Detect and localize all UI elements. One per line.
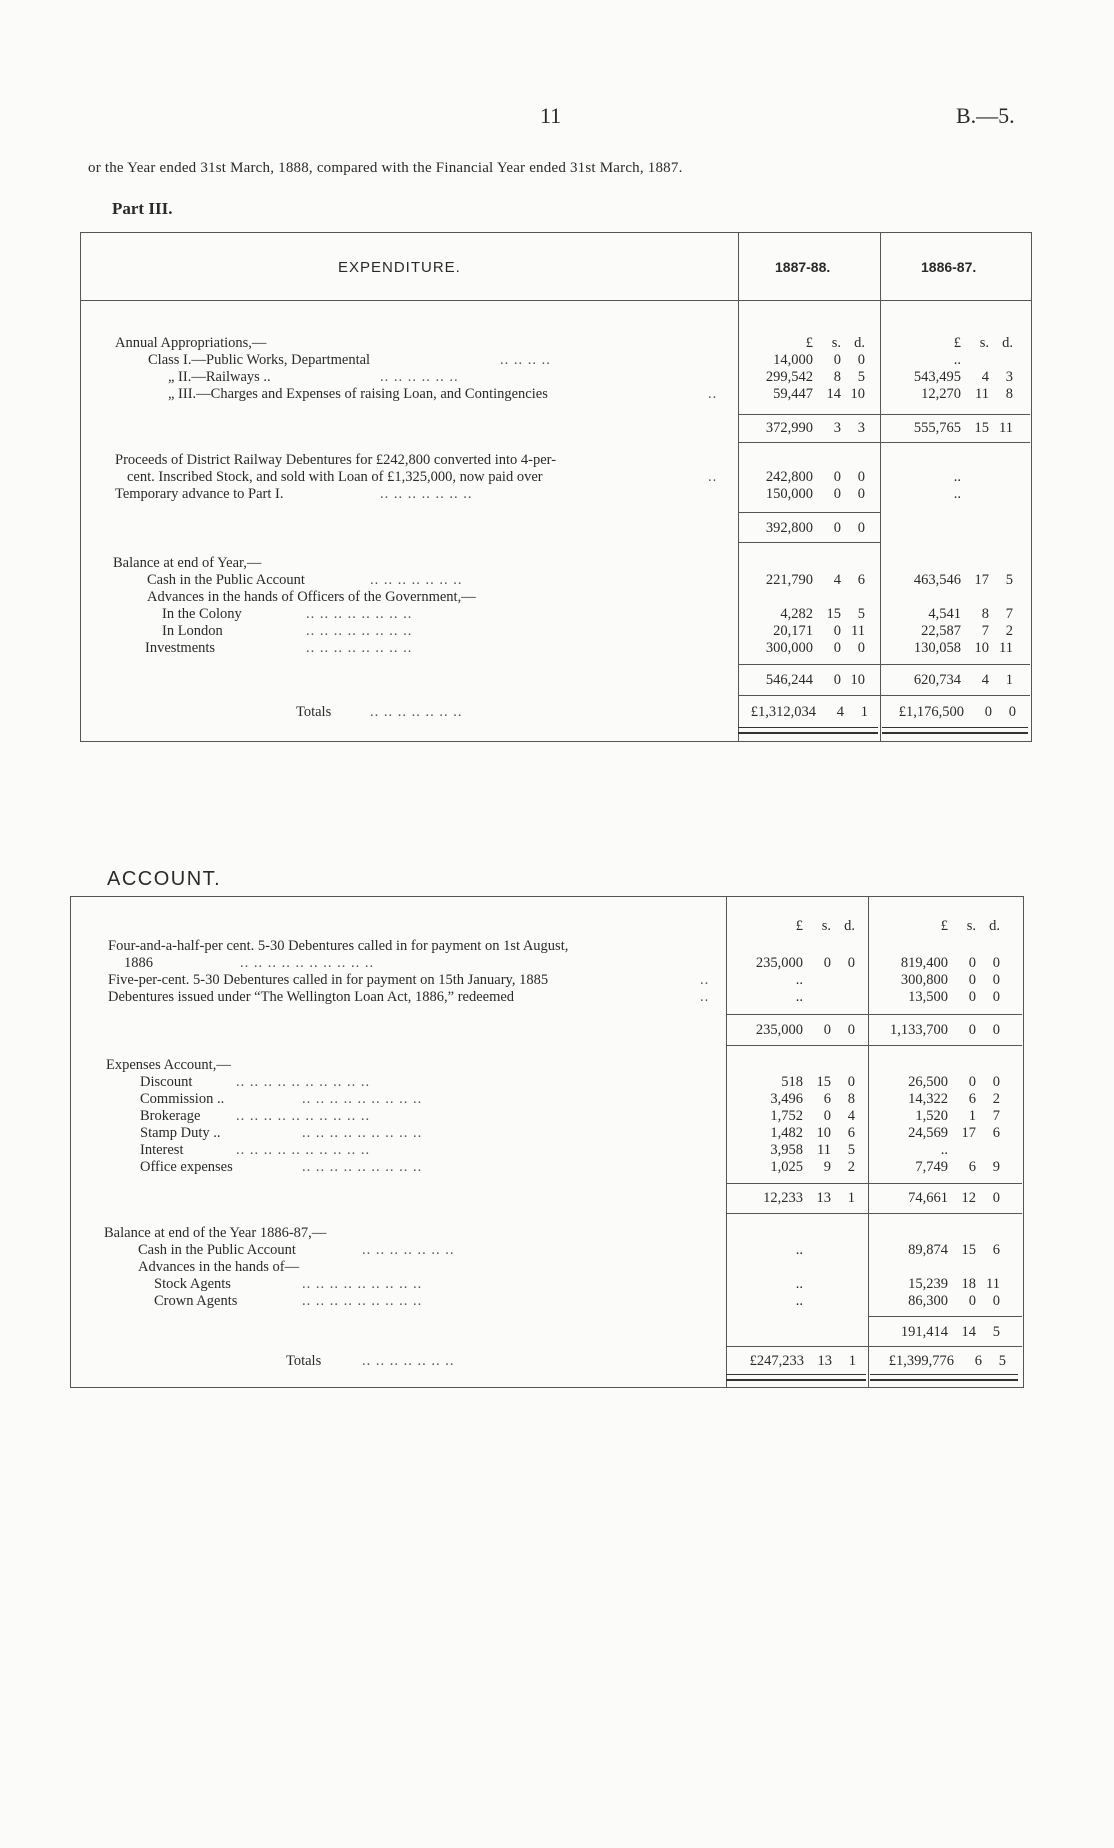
document-reference: B.—5.: [956, 103, 1015, 128]
table-row: Advances in the hands of Officers of the Government,—: [147, 589, 476, 605]
table-row: Discount .. .. .. .. .. .. .. .. .. .. 518 15 0 26,500 0 0: [140, 1074, 1000, 1090]
subtotal-row: 191,414 14 5: [900, 1324, 1000, 1340]
table-row: Stock Agents .. .. .. .. .. .. .. .. .. .. 15,239 18 11: [154, 1276, 1000, 1292]
subtotal-rule: [726, 1346, 1022, 1347]
table-row: Expenses Account,—: [106, 1057, 231, 1073]
double-rule: [738, 727, 878, 734]
table-row: Cash in the Public Account .. .. .. .. .. .. .. 221,790 4 6 463,546 17 5: [147, 572, 1013, 588]
column-header-1886-87: 1886-87.: [921, 259, 977, 275]
account-title: ACCOUNT.: [107, 868, 222, 890]
subtotal-rule: [738, 664, 1030, 665]
table-row: Commission .. .. .. .. .. .. .. .. .. .. 3,496 6 8 14,322 6 2: [140, 1091, 1000, 1107]
table-row: Cash in the Public Account .. .. .. .. .. .. .. .. 89,874 15 6: [138, 1242, 1000, 1258]
table-row: Balance at end of Year,—: [113, 555, 262, 571]
double-rule: [870, 1374, 1018, 1381]
subtotal-rule: [738, 414, 1030, 415]
table-row: Proceeds of District Railway Debentures for £242,800 converted into 4-per-: [115, 452, 557, 468]
subtotal-rule: [868, 1316, 1022, 1317]
subtotal-rule: [726, 1014, 1022, 1015]
table-row: Four-and-a-half-per cent. 5-30 Debentures called in for payment on 1st August,: [108, 938, 569, 954]
subtotal-row: 235,000 0 0 1,133,700 0 0: [755, 1022, 1000, 1038]
part-heading: Part III.: [112, 199, 173, 218]
column-header-1887-88: 1887-88.: [775, 259, 831, 275]
expenditure-header: EXPENDITURE.: [338, 259, 461, 276]
double-rule: [726, 1374, 866, 1381]
units-row: £ s. d. £ s. d.: [795, 918, 1000, 934]
table-row: Office expenses .. .. .. .. .. .. .. .. .. 1,025 9 2 7,749 6 9: [140, 1159, 1000, 1175]
subtotal-row: 372,990 3 3 555,765 15 11: [765, 420, 1013, 436]
page-subtitle: or the Year ended 31st March, 1888, compared with the Financial Year ended 31st March, 1887.: [88, 160, 683, 176]
totals-row: Totals .. .. .. .. .. .. .. £247,233 13 1 £1,399,776 6 5: [286, 1353, 1006, 1369]
table-row: Brokerage .. .. .. .. .. .. .. .. .. .. 1,752 0 4 1,520 1 7: [140, 1108, 1000, 1124]
subtotal-rule: [726, 1045, 1022, 1046]
table-row: Crown Agents .. .. .. .. .. .. .. .. .. .. 86,300 0 0: [154, 1293, 1000, 1309]
subtotal-row: 392,800 0 0: [765, 520, 865, 536]
table-row: Debentures issued under “The Wellington Loan Act, 1886,” redeemed .. .. 13,500 0 0: [108, 989, 1000, 1005]
table-row: Advances in the hands of—: [138, 1259, 300, 1275]
subtotal-rule: [738, 442, 1030, 443]
table-row: Stamp Duty .. .. .. .. .. .. .. .. .. .. 1,482 10 6 24,569 17 6: [140, 1125, 1000, 1141]
double-rule: [882, 727, 1028, 734]
subtotal-rule: [738, 695, 1030, 696]
subtotal-rule: [726, 1213, 1022, 1214]
table-row: „ III.—Charges and Expenses of raising Loan, and Contingencies .. 59,447 14 10 12,270 11 8: [168, 386, 1013, 402]
annual-appropriations-heading: Annual Appropriations,—: [115, 335, 267, 351]
subtotal-rule: [738, 542, 880, 543]
units-row: [0, 335, 1114, 352]
table-row: Investments .. .. .. .. .. .. .. .. 300,000 0 0 130,058 10 11: [145, 640, 1013, 656]
units-1887: £ s. d.: [805, 335, 865, 351]
table-row: In London .. .. .. .. .. .. .. .. 20,171 0 11 22,587 7 2: [162, 623, 1013, 639]
page-number: 11: [540, 103, 562, 128]
subtotal-rule: [726, 1183, 1022, 1184]
units-1886: £ s. d.: [953, 335, 1013, 351]
table-row: „ II.—Railways .. .. .. .. .. .. .. 299,542 8 5 543,495 4 3: [168, 369, 1013, 385]
table-row: Interest .. .. .. .. .. .. .. .. .. .. 3,958 11 5 ..: [140, 1142, 948, 1158]
totals-row: Totals .. .. .. .. .. .. .. £1,312,034 4 1 £1,176,500 0 0: [296, 704, 1016, 720]
subtotal-row: 12,233 13 1 74,661 12 0: [763, 1190, 1000, 1206]
subtotal-rule: [738, 512, 880, 513]
header-divider: [80, 300, 1032, 301]
table-row: Temporary advance to Part I. .. .. .. .. .. .. .. 150,000 0 0 ..: [115, 486, 961, 502]
table-row: In the Colony .. .. .. .. .. .. .. .. 4,282 15 5 4,541 8 7: [162, 606, 1013, 622]
table-row: Class I.—Public Works, Departmental .. .. .. .. 14,000 0 0 ..: [148, 352, 961, 368]
table-row: 1886 .. .. .. .. .. .. .. .. .. .. 235,000 0 0 819,400 0 0: [124, 955, 1000, 971]
table-row: Balance at end of the Year 1886-87,—: [104, 1225, 327, 1241]
subtotal-row: 546,244 0 10 620,734 4 1: [765, 672, 1013, 688]
table-row: Five-per-cent. 5-30 Debentures called in for payment on 15th January, 1885 .. .. 300,800 0 0: [108, 972, 1000, 988]
table-row: cent. Inscribed Stock, and sold with Loan of £1,325,000, now paid over .. 242,800 0 0 ..: [127, 469, 961, 485]
